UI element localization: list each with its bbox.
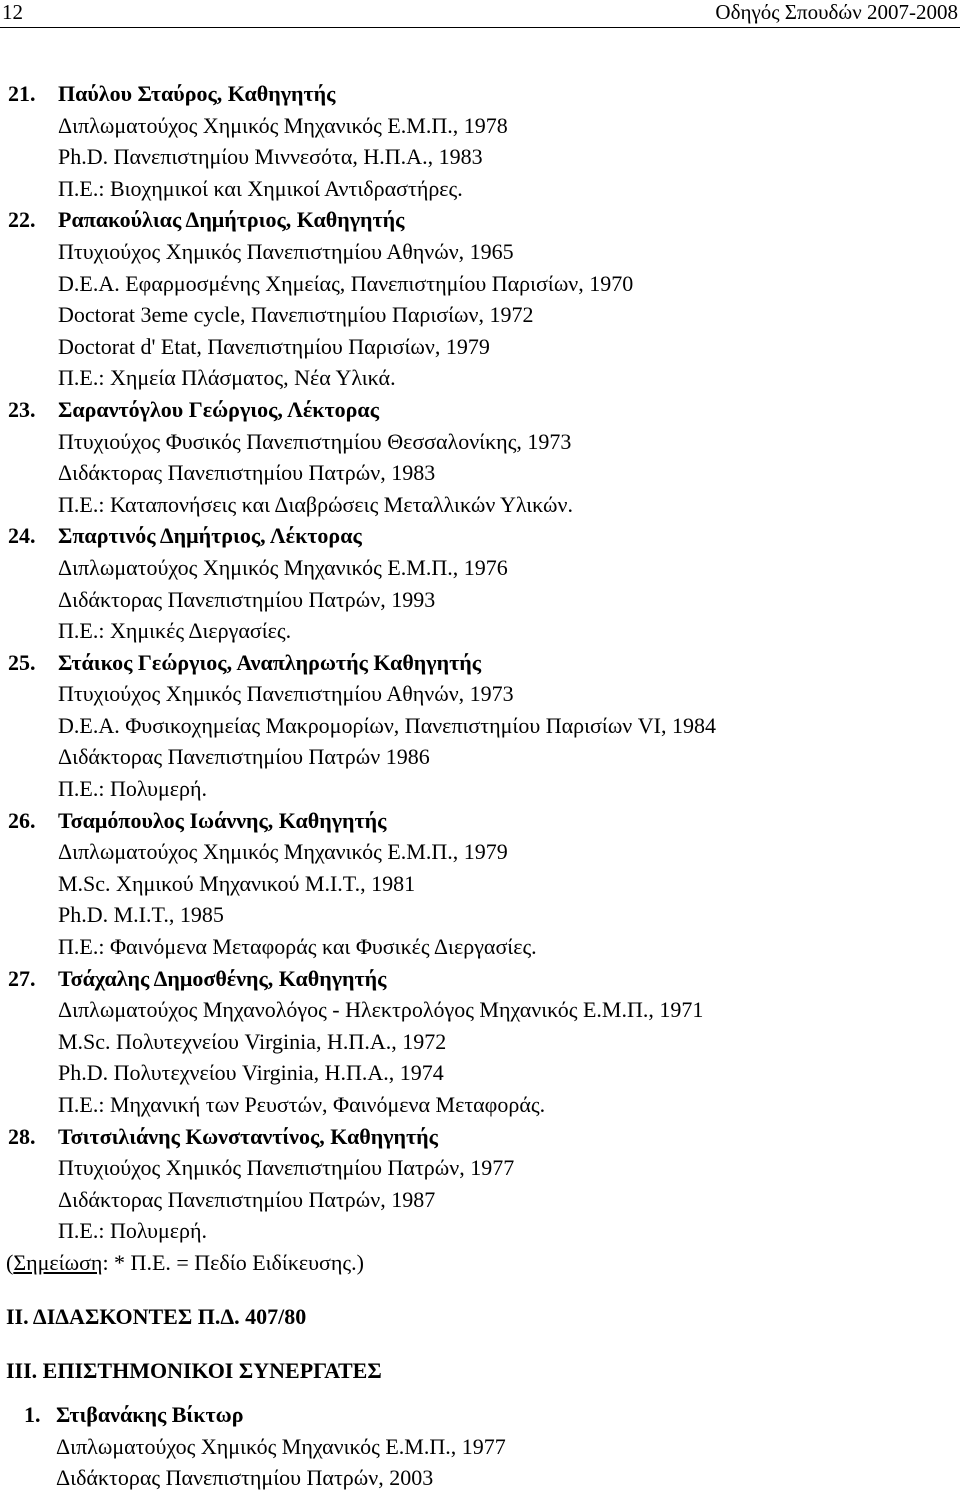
qualification-line: Doctorat d' Etat, Πανεπιστημίου Παρισίων, 1979 <box>58 333 490 359</box>
entry-number: 26. <box>8 807 36 833</box>
qualification-line: Ph.D. Πανεπιστημίου Μιννεσότα, Η.Π.Α., 1983 <box>58 144 483 170</box>
faculty-list <box>0 78 960 1494</box>
collaborator-name: Στιβανάκης Βίκτωρ <box>56 1401 244 1427</box>
qualification-line: Διπλωματούχος Χημικός Μηχανικός Ε.Μ.Π., 1977 <box>56 1433 506 1459</box>
footnote <box>0 1247 960 1283</box>
qualification-line: Διδάκτορας Πανεπιστημίου Πατρών, 1983 <box>58 460 436 486</box>
qualification-line: Διδάκτορας Πανεπιστημίου Πατρών, 1993 <box>58 586 436 612</box>
specialization-line: Π.Ε.: Καταπονήσεις και Διαβρώσεις Μεταλλικών Υλικών. <box>58 491 573 517</box>
faculty-entry <box>0 963 960 1121</box>
page-header <box>0 0 960 26</box>
qualification-line: M.Sc. Πολυτεχνείου Virginia, Η.Π.Α., 1972 <box>58 1028 447 1054</box>
qualification-line: Διδάκτορας Πανεπιστημίου Πατρών 1986 <box>58 744 430 770</box>
entry-number: 28. <box>8 1123 36 1149</box>
entry-number: 24. <box>8 523 36 549</box>
faculty-name: Παύλου Σταύρος, Καθηγητής <box>58 81 336 106</box>
collaborator-entry <box>0 1399 960 1494</box>
faculty-entry <box>0 78 960 204</box>
section-heading-ii: ΙΙ. ΔΙΔΑΣΚΟΝΤΕΣ Π.Δ. 407/80 <box>6 1303 307 1329</box>
qualification-line: M.Sc. Χημικού Μηχανικού M.I.T., 1981 <box>58 870 416 896</box>
qualification-line: Doctorat 3eme cycle, Πανεπιστημίου Παρισίων, 1972 <box>58 302 534 328</box>
faculty-name: Σπαρτινός Δημήτριος, Λέκτορας <box>58 523 362 549</box>
faculty-name: Τσαμόπουλος Ιωάννης, Καθηγητής <box>58 807 387 833</box>
faculty-entry <box>0 204 960 394</box>
note-label: Σημείωση <box>13 1249 103 1275</box>
qualification-line: Πτυχιούχος Χημικός Πανεπιστημίου Αθηνών, 1973 <box>58 681 514 707</box>
faculty-name: Τσάχαλης Δημοσθένης, Καθηγητής <box>58 965 387 991</box>
specialization-line: Π.Ε.: Φαινόμενα Μεταφοράς και Φυσικές Διεργασίες. <box>58 934 537 960</box>
entry-number: 21. <box>8 81 36 106</box>
qualification-line: Διπλωματούχος Χημικός Μηχανικός Ε.Μ.Π., 1979 <box>58 839 508 865</box>
specialization-line: Π.Ε.: Πολυμερή. <box>58 1218 208 1244</box>
specialization-line: Π.Ε.: Μηχανική των Ρευστών, Φαινόμενα Μεταφοράς. <box>58 1092 546 1117</box>
qualification-line: Διπλωματούχος Χημικός Μηχανικός Ε.Μ.Π., 1978 <box>58 112 508 138</box>
qualification-line: Πτυχιούχος Φυσικός Πανεπιστημίου Θεσσαλονίκης, 1973 <box>58 428 572 454</box>
faculty-entry <box>0 520 960 646</box>
qualification-line: D.E.A. Φυσικοχημείας Μακρομορίων, Πανεπιστημίου Παρισίων VI, 1984 <box>58 712 716 738</box>
running-title: Οδηγός Σπουδών 2007-2008 <box>715 0 958 24</box>
entry-number: 23. <box>8 396 36 422</box>
faculty-name: Σαραντόγλου Γεώργιος, Λέκτορας <box>58 396 379 422</box>
qualification-line: Πτυχιούχος Χημικός Πανεπιστημίου Αθηνών, 1965 <box>58 238 514 264</box>
faculty-entry <box>0 805 960 963</box>
entry-number: 1. <box>24 1401 41 1427</box>
specialization-line: Π.Ε.: Πολυμερή. <box>58 776 208 802</box>
qualification-line: Διπλωματούχος Μηχανολόγος - Ηλεκτρολόγος Μηχανικός Ε.Μ.Π., 1971 <box>58 997 704 1023</box>
qualification-line: Ph.D. M.I.T., 1985 <box>58 902 224 928</box>
faculty-name: Στάικος Γεώργιος, Αναπληρωτής Καθηγητής <box>58 649 481 675</box>
entry-number: 27. <box>8 965 36 991</box>
faculty-entry <box>0 647 960 805</box>
specialization-line: Π.Ε.: Χημεία Πλάσματος, Νέα Υλικά. <box>58 365 396 391</box>
specialization-line: Π.Ε.: Χημικές Διεργασίες. <box>58 618 292 644</box>
faculty-entry <box>0 394 960 520</box>
section-heading-iii: ΙΙΙ. ΕΠΙΣΤΗΜΟΝΙΚΟΙ ΣΥΝΕΡΓΑΤΕΣ <box>6 1357 382 1383</box>
entry-number: 25. <box>8 649 36 675</box>
specialization-line: Π.Ε.: Βιοχημικοί και Χημικοί Αντιδραστήρες. <box>58 175 463 201</box>
note-open-paren: ( <box>6 1249 14 1275</box>
qualification-line: Διπλωματούχος Χημικός Μηχανικός Ε.Μ.Π., 1976 <box>58 554 508 580</box>
faculty-name: Τσιτσιλιάνης Κωνσταντίνος, Καθηγητής <box>58 1123 438 1149</box>
qualification-line: Διδάκτορας Πανεπιστημίου Πατρών, 1987 <box>58 1186 436 1212</box>
qualification-line: Πτυχιούχος Χημικός Πανεπιστημίου Πατρών, 1977 <box>58 1155 515 1181</box>
faculty-name: Ραπακούλιας Δημήτριος, Καθηγητής <box>58 207 405 233</box>
qualification-line: Διδάκτορας Πανεπιστημίου Πατρών, 2003 <box>56 1465 434 1491</box>
faculty-entry <box>0 1121 960 1247</box>
page-number: 12 <box>2 0 23 24</box>
qualification-line: Ph.D. Πολυτεχνείου Virginia, Η.Π.Α., 1974 <box>58 1060 444 1086</box>
qualification-line: D.E.A. Εφαρμοσμένης Χημείας, Πανεπιστημίου Παρισίων, 1970 <box>58 270 634 296</box>
header-rule <box>0 27 960 28</box>
entry-number: 22. <box>8 207 36 233</box>
note-text: : * Π.Ε. = Πεδίο Ειδίκευσης.) <box>102 1249 364 1275</box>
